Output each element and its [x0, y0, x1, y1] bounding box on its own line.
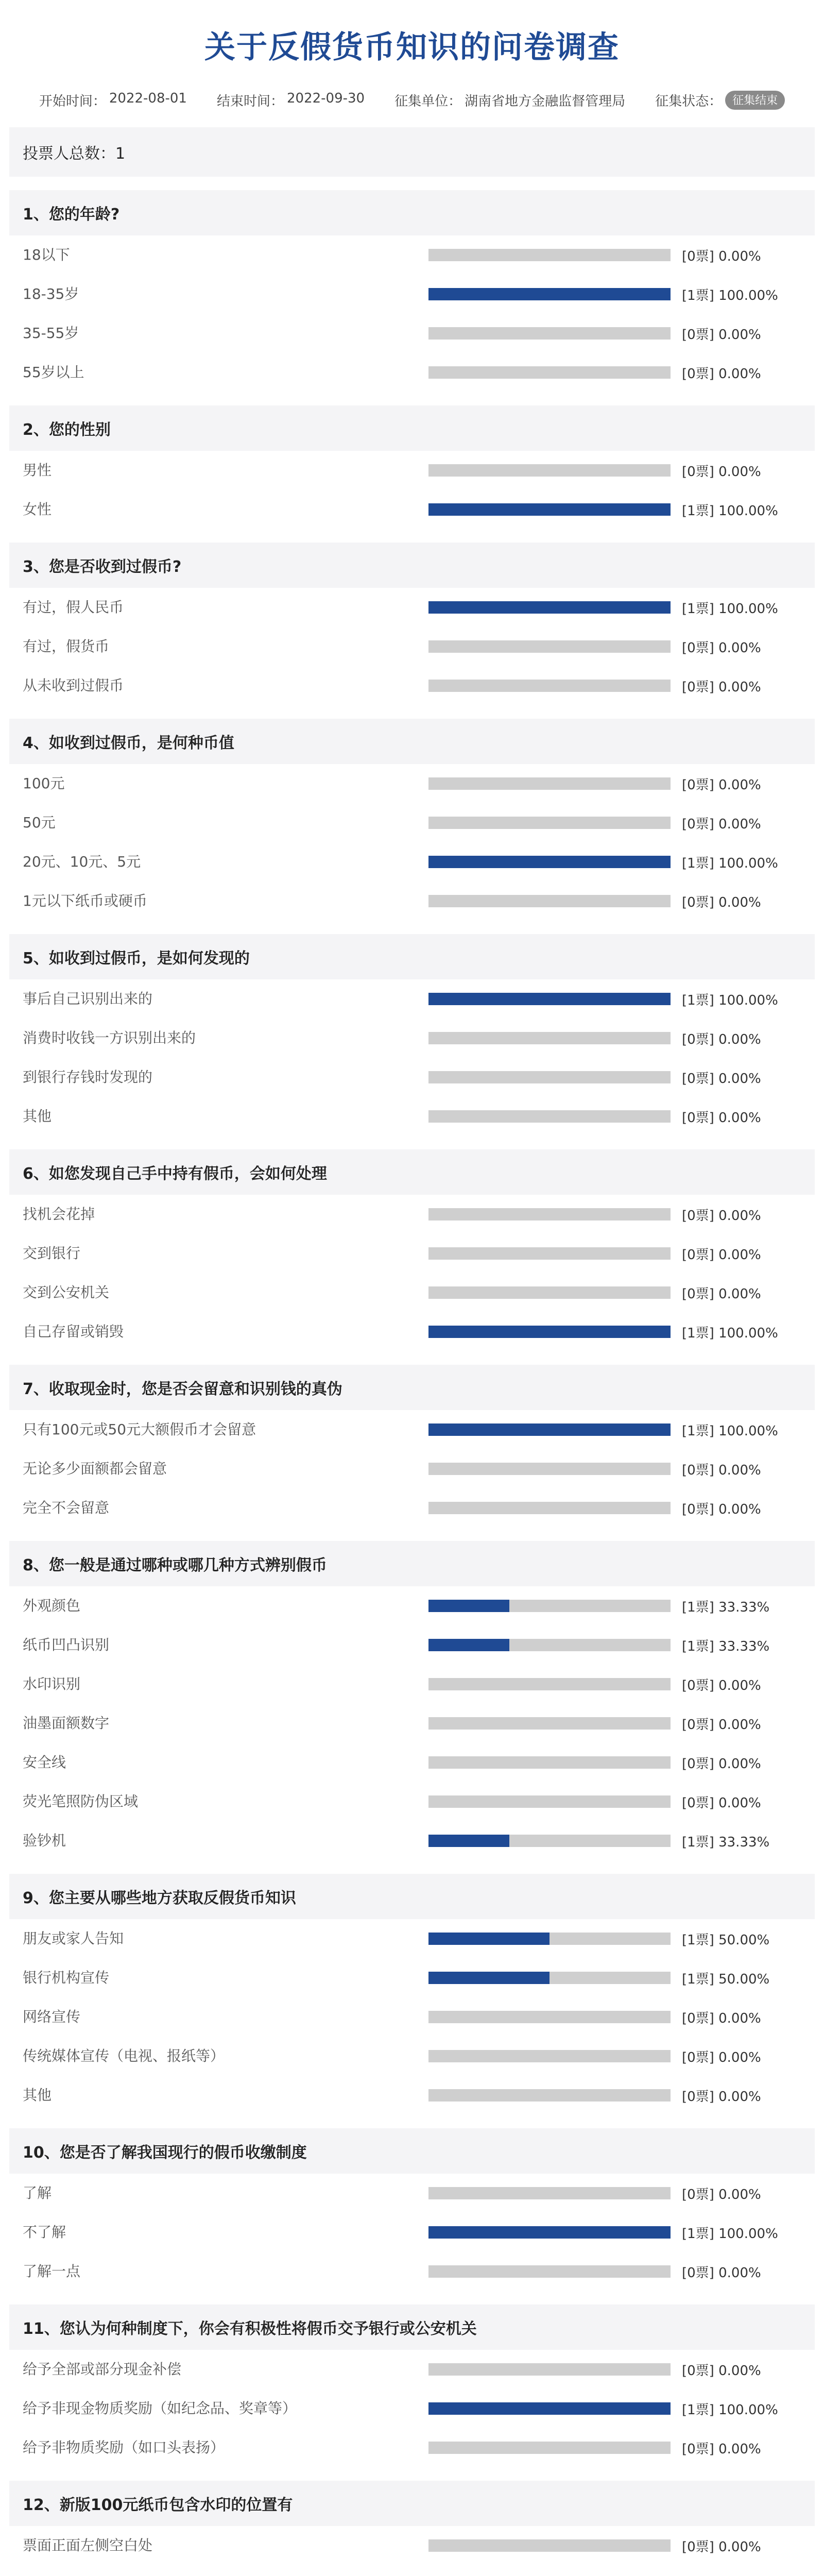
option-label: 其他 [23, 1108, 52, 1125]
option-row [9, 2037, 815, 2076]
question-block [9, 2481, 815, 2576]
option-vote-stat: [0票] 0.00% [682, 1462, 761, 1478]
question-block [9, 2128, 815, 2291]
organizer [394, 91, 625, 110]
option-vote-stat: [1票] 33.33% [682, 1834, 770, 1850]
option-progress-fill [428, 1600, 509, 1612]
option-row [9, 1743, 815, 1782]
question-block [9, 719, 815, 921]
survey-meta [0, 91, 824, 115]
option-label: 油墨面额数字 [23, 1715, 110, 1732]
question-block [9, 405, 815, 529]
option-row [9, 1312, 815, 1351]
option-progress-bar [428, 2265, 671, 2278]
option-progress-bar [428, 2442, 671, 2454]
option-row [9, 1234, 815, 1273]
option-row [9, 275, 815, 314]
option-row [9, 1410, 815, 1449]
question-block [9, 2304, 815, 2467]
question-block [9, 543, 815, 705]
option-progress-bar [428, 1502, 671, 1514]
option-progress-bar [428, 1933, 671, 1945]
option-vote-stat: [0票] 0.00% [682, 2539, 761, 2555]
option-row [9, 882, 815, 921]
option-row [9, 2252, 815, 2291]
option-label: 网络宣传 [23, 2008, 81, 2025]
option-vote-stat: [0票] 0.00% [682, 816, 761, 832]
option-vote-stat: [0票] 0.00% [682, 1286, 761, 1302]
option-row [9, 490, 815, 529]
question-title: 3、您是否收到过假币? [9, 543, 815, 588]
option-label: 银行机构宣传 [23, 1969, 110, 1986]
option-row [9, 2076, 815, 2115]
option-vote-stat: [0票] 0.00% [682, 2049, 761, 2065]
option-vote-stat: [0票] 0.00% [682, 1208, 761, 1224]
option-progress-bar [428, 1286, 671, 1299]
option-row [9, 1586, 815, 1625]
option-label: 1元以下纸币或硬币 [23, 892, 147, 909]
option-progress-bar [428, 1423, 671, 1436]
option-vote-stat: [1票] 100.00% [682, 287, 778, 303]
option-vote-stat: [1票] 100.00% [682, 2226, 778, 2242]
option-progress-fill [428, 601, 671, 614]
option-label: 交到公安机关 [23, 1284, 110, 1301]
option-row [9, 2526, 815, 2565]
option-label: 男性 [23, 462, 52, 479]
option-progress-bar [428, 2011, 671, 2023]
organizer-label: 征集单位： [394, 94, 462, 109]
option-vote-stat: [0票] 0.00% [682, 1501, 761, 1517]
option-progress-bar [428, 1972, 671, 1984]
question-block [9, 190, 815, 392]
option-label: 事后自己识别出来的 [23, 990, 153, 1007]
option-vote-stat: [0票] 0.00% [682, 366, 761, 382]
option-label: 给予全部或部分现金补偿 [23, 2361, 182, 2378]
option-vote-stat: [1票] 100.00% [682, 2402, 778, 2418]
start-time-value: 2022-08-01 [109, 91, 187, 106]
question-title: 8、您一般是通过哪种或哪几种方式辨别假币 [9, 1541, 815, 1586]
option-label: 有过，假人民币 [23, 599, 124, 616]
option-progress-fill [428, 1933, 550, 1945]
option-label: 18以下 [23, 246, 70, 263]
question-block [9, 934, 815, 1136]
option-label: 给予非物质奖励（如口头表扬） [23, 2439, 225, 2456]
option-progress-bar [428, 993, 671, 1005]
question-block [9, 1541, 815, 1860]
option-row [9, 588, 815, 627]
option-label: 消费时收钱一方识别出来的 [23, 1029, 196, 1046]
option-row [9, 2428, 815, 2467]
question-title: 10、您是否了解我国现行的假币收缴制度 [9, 2128, 815, 2174]
option-vote-stat: [1票] 100.00% [682, 855, 778, 871]
option-label: 朋友或家人告知 [23, 1930, 124, 1947]
option-row [9, 2213, 815, 2252]
option-vote-stat: [1票] 100.00% [682, 1423, 778, 1439]
option-progress-fill [428, 503, 671, 516]
option-row [9, 627, 815, 666]
option-label: 票面正面左侧空白处 [23, 2537, 153, 2554]
option-row [9, 2565, 815, 2576]
option-progress-bar [428, 366, 671, 379]
option-vote-stat: [0票] 0.00% [682, 248, 761, 264]
option-progress-bar [428, 817, 671, 829]
option-row [9, 979, 815, 1019]
option-row [9, 1821, 815, 1860]
option-row [9, 1704, 815, 1743]
option-vote-stat: [0票] 0.00% [682, 1071, 761, 1087]
option-label: 了解 [23, 2184, 52, 2201]
option-row [9, 842, 815, 882]
option-progress-fill [428, 1423, 671, 1436]
question-list [0, 190, 824, 2576]
option-vote-stat: [1票] 33.33% [682, 1638, 770, 1654]
option-row [9, 353, 815, 392]
question-title: 7、收取现金时，您是否会留意和识别钱的真伪 [9, 1365, 815, 1410]
option-progress-fill [428, 993, 671, 1005]
option-progress-fill [428, 1639, 509, 1651]
option-row [9, 1997, 815, 2037]
option-progress-bar [428, 2187, 671, 2199]
option-label: 了解一点 [23, 2263, 81, 2280]
option-label: 荧光笔照防伪区域 [23, 1793, 139, 1810]
option-progress-bar [428, 601, 671, 614]
option-row [9, 764, 815, 803]
option-progress-bar [428, 1639, 671, 1651]
option-label: 找机会花掉 [23, 1206, 95, 1223]
option-label: 50元 [23, 814, 56, 831]
option-label: 有过，假货币 [23, 638, 110, 655]
status-badge: 征集结束 [725, 91, 785, 110]
option-label: 到银行存钱时发现的 [23, 1069, 153, 1086]
option-progress-bar [428, 2050, 671, 2062]
question-title: 2、您的性别 [9, 405, 815, 451]
status [655, 91, 785, 110]
option-label: 传统媒体宣传（电视、报纸等） [23, 2047, 225, 2064]
option-label [23, 2574, 424, 2576]
option-progress-bar [428, 1717, 671, 1730]
option-progress-bar [428, 1071, 671, 1083]
option-vote-stat: [1票] 100.00% [682, 503, 778, 519]
option-row [9, 2389, 815, 2428]
option-progress-fill [428, 2402, 671, 2415]
option-progress-bar [428, 503, 671, 516]
option-vote-stat: [0票] 0.00% [682, 2010, 761, 2026]
option-row [9, 1665, 815, 1704]
end-time-value: 2022-09-30 [286, 91, 365, 106]
option-progress-bar [428, 1600, 671, 1612]
option-progress-bar [428, 680, 671, 692]
option-progress-fill [428, 1972, 550, 1984]
option-label: 交到银行 [23, 1245, 81, 1262]
page-title: 关于反假货币知识的问卷调查 [204, 29, 620, 65]
option-vote-stat: [0票] 0.00% [682, 679, 761, 695]
option-vote-stat: [0票] 0.00% [682, 1677, 761, 1693]
status-label: 征集状态： [655, 94, 723, 109]
question-block [9, 1874, 815, 2115]
option-vote-stat: [1票] 33.33% [682, 1599, 770, 1615]
option-progress-bar [428, 1247, 671, 1260]
option-progress-bar [428, 777, 671, 790]
option-vote-stat: [0票] 0.00% [682, 894, 761, 910]
option-row [9, 1958, 815, 1997]
option-row [9, 2350, 815, 2389]
start-time [39, 91, 187, 110]
option-label: 18-35岁 [23, 285, 79, 302]
option-row [9, 451, 815, 490]
option-progress-bar [428, 1032, 671, 1044]
option-vote-stat: [0票] 0.00% [682, 327, 761, 343]
option-progress-fill [428, 856, 671, 868]
question-title: 9、您主要从哪些地方获取反假货币知识 [9, 1874, 815, 1919]
option-row [9, 1919, 815, 1958]
option-row [9, 2174, 815, 2213]
option-row [9, 1625, 815, 1665]
option-progress-bar [428, 2089, 671, 2102]
option-progress-fill [428, 1326, 671, 1338]
question-title: 4、如收到过假币，是何种币值 [9, 719, 815, 764]
question-block [9, 1365, 815, 1528]
option-vote-stat: [0票] 0.00% [682, 777, 761, 793]
option-vote-stat: [0票] 0.00% [682, 1717, 761, 1733]
option-vote-stat: [0票] 0.00% [682, 2441, 761, 2457]
option-vote-stat: [0票] 0.00% [682, 1110, 761, 1126]
option-label: 只有100元或50元大额假币才会留意 [23, 1421, 256, 1438]
option-label: 55岁以上 [23, 364, 84, 381]
option-vote-stat: [1票] 50.00% [682, 1971, 770, 1987]
option-progress-bar [428, 1795, 671, 1808]
option-vote-stat: [0票] 0.00% [682, 1795, 761, 1811]
option-row [9, 1273, 815, 1312]
option-row [9, 1488, 815, 1528]
option-vote-stat: [0票] 0.00% [682, 640, 761, 656]
question-title: 1、您的年龄? [9, 190, 815, 235]
option-vote-stat: [0票] 0.00% [682, 1031, 761, 1047]
option-label: 35-55岁 [23, 325, 79, 342]
option-label: 完全不会留意 [23, 1499, 110, 1516]
option-label: 不了解 [23, 2224, 66, 2241]
option-progress-bar [428, 1326, 671, 1338]
option-label: 其他 [23, 2087, 52, 2104]
option-progress-fill [428, 1835, 509, 1847]
option-label: 20元、10元、5元 [23, 853, 141, 870]
question-title: 6、如您发现自己手中持有假币，会如何处理 [9, 1149, 815, 1195]
option-progress-bar [428, 1110, 671, 1123]
option-progress-bar [428, 2363, 671, 2376]
voter-count-value: 1 [115, 145, 126, 163]
option-progress-bar [428, 2402, 671, 2415]
option-progress-bar [428, 1678, 671, 1690]
option-vote-stat: [1票] 100.00% [682, 601, 778, 617]
option-row [9, 1097, 815, 1136]
option-label: 从未收到过假币 [23, 677, 124, 694]
question-title: 5、如收到过假币，是如何发现的 [9, 934, 815, 979]
option-label: 纸币凹凸识别 [23, 1636, 110, 1653]
voter-count [9, 127, 815, 177]
question-title: 12、新版100元纸币包含水印的位置有 [9, 2481, 815, 2526]
option-progress-fill [428, 288, 671, 300]
option-vote-stat: [0票] 0.00% [682, 1247, 761, 1263]
option-progress-bar [428, 464, 671, 477]
option-progress-bar [428, 856, 671, 868]
option-progress-bar [428, 2539, 671, 2552]
option-vote-stat: [0票] 0.00% [682, 2187, 761, 2202]
question-title: 11、您认为何种制度下，你会有积极性将假币交予银行或公安机关 [9, 2304, 815, 2350]
option-row [9, 1449, 815, 1488]
end-time [217, 91, 365, 110]
option-progress-fill [428, 2226, 671, 2239]
option-label: 女性 [23, 501, 52, 518]
option-progress-bar [428, 1208, 671, 1221]
option-row [9, 1195, 815, 1234]
option-row [9, 1019, 815, 1058]
option-progress-bar [428, 2226, 671, 2239]
option-row [9, 666, 815, 705]
option-progress-bar [428, 1756, 671, 1769]
option-vote-stat: [0票] 0.00% [682, 2265, 761, 2281]
option-label: 外观颜色 [23, 1597, 81, 1614]
option-row [9, 235, 815, 275]
option-progress-bar [428, 327, 671, 340]
option-row [9, 1782, 815, 1821]
option-vote-stat: [0票] 0.00% [682, 464, 761, 480]
option-vote-stat: [1票] 100.00% [682, 992, 778, 1008]
option-row [9, 1058, 815, 1097]
option-label: 100元 [23, 775, 65, 792]
option-progress-bar [428, 1835, 671, 1847]
option-label: 给予非现金物质奖励（如纪念品、奖章等） [23, 2400, 297, 2417]
option-row [9, 314, 815, 353]
option-label: 自己存留或销毁 [23, 1323, 124, 1340]
option-vote-stat: [0票] 0.00% [682, 1756, 761, 1772]
option-label: 水印识别 [23, 1675, 81, 1692]
question-block [9, 1149, 815, 1351]
voter-count-label: 投票人总数： [23, 145, 115, 163]
end-time-label: 结束时间： [216, 94, 284, 109]
option-progress-bar [428, 640, 671, 653]
option-label: 无论多少面额都会留意 [23, 1460, 167, 1477]
option-progress-bar [428, 895, 671, 907]
start-time-label: 开始时间： [39, 94, 106, 109]
option-progress-bar [428, 288, 671, 300]
option-vote-stat: [1票] 50.00% [682, 1932, 770, 1948]
option-label: 安全线 [23, 1754, 66, 1771]
option-vote-stat: [0票] 0.00% [682, 2089, 761, 2105]
option-progress-bar [428, 249, 671, 261]
option-vote-stat: [0票] 0.00% [682, 2363, 761, 2379]
option-progress-bar [428, 1463, 671, 1475]
option-label: 验钞机 [23, 1832, 66, 1849]
option-row [9, 803, 815, 842]
option-vote-stat: [1票] 100.00% [682, 1325, 778, 1341]
organizer-value: 湖南省地方金融监督管理局 [465, 94, 626, 109]
